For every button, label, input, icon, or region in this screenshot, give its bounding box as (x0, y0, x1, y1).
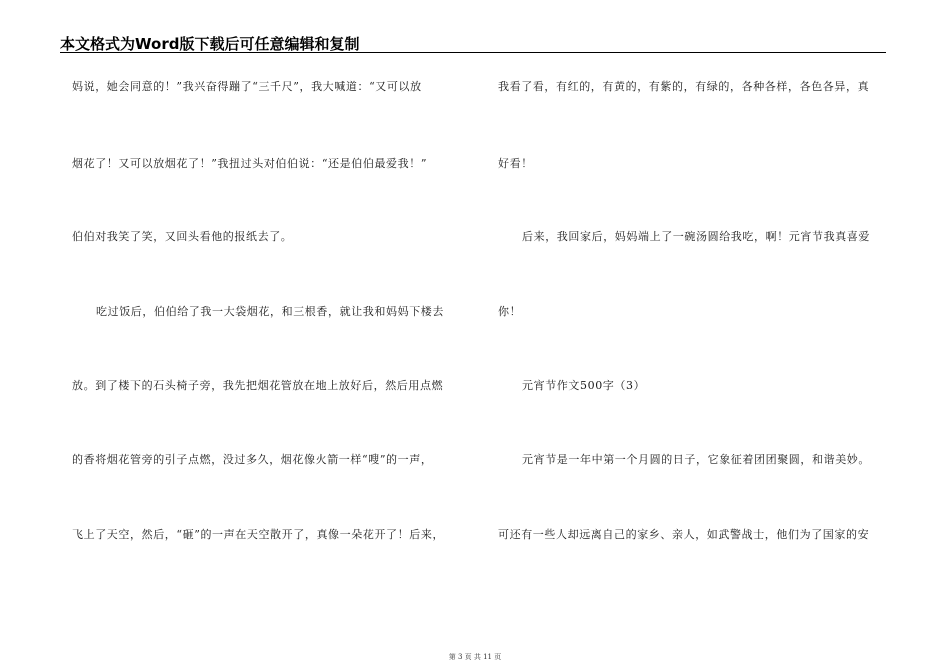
document-header-title: 本文格式为Word版下载后可任意编辑和复制 (60, 35, 360, 53)
page-number: 第 3 页 共 11 页 (448, 653, 502, 661)
paragraph-line: 放。到了楼下的石头椅子旁，我先把烟花管放在地上放好后，然后用点燃 (72, 379, 444, 392)
paragraph-line: 元宵节是一年中第一个月圆的日子，它象征着团团聚圆，和谐美妙。 (522, 453, 870, 466)
section-heading: 元宵节作文500字（3） (522, 379, 646, 392)
paragraph-line: 可还有一些人却远离自己的家乡、亲人，如武警战士，他们为了国家的安 (498, 528, 870, 541)
paragraph-line: 吃过饭后，伯伯给了我一大袋烟花，和三根香，就让我和妈妈下楼去 (96, 305, 444, 318)
paragraph-line: 飞上了天空，然后，“砸”的一声在天空散开了，真像一朵花开了！后来， (72, 528, 445, 541)
paragraph-line: 我看了看，有红的，有黄的，有紫的，有绿的，各种各样，各色各异，真 (498, 80, 870, 93)
paragraph-line: 你！ (498, 305, 522, 318)
paragraph-line: 的香将烟花管旁的引子点燃，没过多久，烟花像火箭一样“嗖”的一声， (72, 453, 433, 466)
paragraph-line: 后来，我回家后，妈妈端上了一碗汤圆给我吃，啊！元宵节我真喜爱 (522, 230, 870, 243)
header-divider (60, 52, 886, 53)
paragraph-line: 烟花了！又可以放烟花了！”我扭过头对伯伯说：“还是伯伯最爱我！” (72, 157, 428, 170)
paragraph-line: 伯伯对我笑了笑，又回头看他的报纸去了。 (72, 230, 293, 243)
paragraph-line: 妈说，她会同意的！”我兴奋得蹦了“三千尺”，我大喊道：“又可以放 (72, 80, 422, 93)
paragraph-line: 好看！ (498, 157, 533, 170)
